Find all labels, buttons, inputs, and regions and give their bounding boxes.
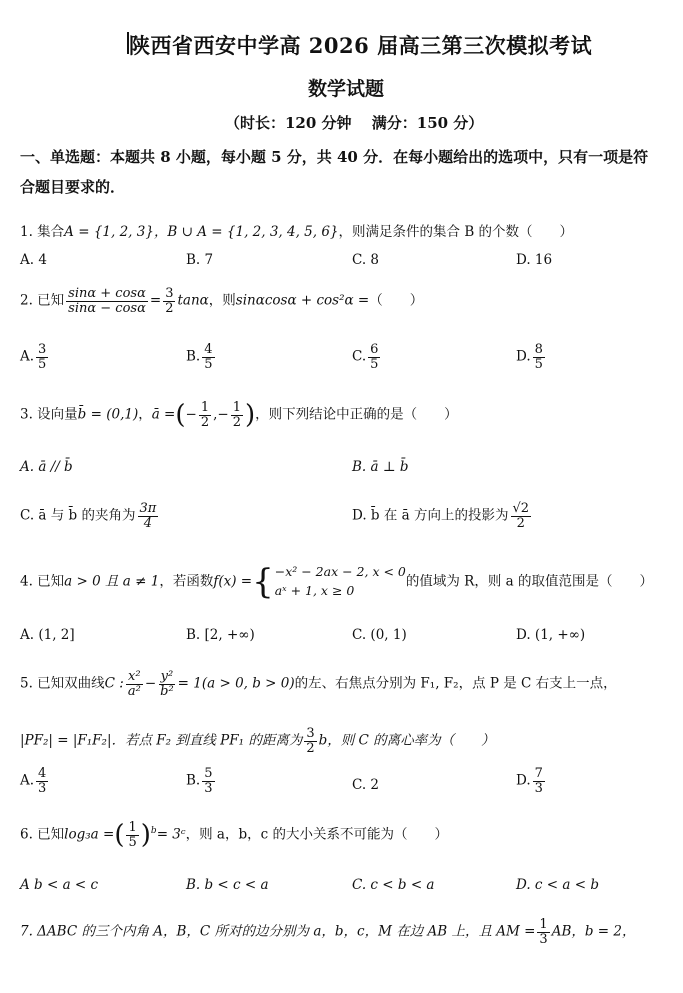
- q5-option-d: D. $\frac{7}{3}$: [516, 766, 543, 796]
- q1-option-a: A. 4: [20, 252, 47, 268]
- q3-a-vector: ā =: [151, 406, 176, 423]
- q2-prefix: 2. 已知: [20, 292, 65, 309]
- q3-option-c: C. ā 与 b̄ 的夹角为 $\frac{3\pi}{4}$: [20, 501, 157, 531]
- subject-title: 数学试题: [308, 78, 385, 100]
- question-1: [20, 220, 573, 240]
- q1-prefix: 1. 集合: [20, 224, 65, 240]
- q1-option-b: B. 7: [186, 252, 214, 268]
- q2-option-c: C. $\frac{6}{5}$: [352, 342, 379, 372]
- q6-option-a: A b < a < c: [20, 877, 99, 893]
- question-2: [20, 287, 423, 315]
- question-5-line2: |PF₂| = |F₁F₂|．若点 F₂ 到直线 PF₁ 的距离为 $\frac{3}{2}$ b，则 C 的离心率为（ ）: [20, 726, 495, 756]
- q4-option-a: A. (1, 2]: [20, 627, 75, 643]
- q2-rhs-fraction: $\frac{3}{2}$: [165, 286, 174, 316]
- q5-option-b: B. $\frac{5}{3}$: [186, 766, 213, 796]
- question-3: 3. 设向量b̄ = (0,1)，ā =(− $\frac{1}{2}$ ,− $\frac{1}{2}$ )，则下列结论中正确的是（ ）: [20, 399, 458, 430]
- question-6: 6. 已知log₃a =( $\frac{1}{5}$ )$^b$= 3ᶜ，则 a，b，c 的大小关系不可能为（ ）: [20, 819, 448, 850]
- exam-title: 陕西省西安中学高 2026 届高三第三次模拟考试: [129, 33, 593, 58]
- q4-option-c: C. (0, 1): [352, 627, 407, 643]
- q1-set-a: A = {1, 2, 3}: [64, 224, 154, 240]
- q3-option-b: B. ā ⊥ b̄: [352, 459, 409, 475]
- q3-b-vector: b̄ = (0,1): [77, 406, 139, 423]
- q6-suffix: ，则 a，b，c 的大小关系不可能为（ ）: [185, 826, 448, 843]
- q2-option-b: B. $\frac{4}{5}$: [186, 342, 213, 372]
- section-heading-line2: 合题目要求的．: [20, 178, 126, 196]
- q6-power: = 3ᶜ: [156, 826, 186, 843]
- q2-tan: tanα: [177, 292, 209, 309]
- q3-suffix: ，则下列结论中正确的是（ ）: [255, 406, 458, 423]
- q1-suffix: ，则满足条件的集合 B 的个数（ ）: [338, 224, 574, 240]
- q6-option-b: B. b < c < a: [186, 877, 269, 893]
- section-heading-line1: 一、单选题：本题共 8 小题，每小题 5 分，共 40 分．在每小题给出的选项中，只有一项是符: [20, 148, 649, 166]
- q5-suffix: 的左、右焦点分别为 F₁, F₂，点 P 是 C 右支上一点，: [294, 675, 617, 692]
- q4-function: f(x) =: [213, 573, 253, 590]
- q4-condition: a > 0 且 a ≠ 1: [64, 573, 160, 590]
- q5-condition: = 1(a > 0, b > 0): [177, 675, 295, 692]
- q6-log: log₃a =: [64, 826, 115, 843]
- q2-fraction: $\frac{\sin\alpha + \cos\alpha}{\sin\alpha - \cos\alpha}$: [68, 286, 146, 316]
- q6-option-d: D. c < a < b: [516, 877, 599, 893]
- q3-prefix: 3. 设向量: [20, 406, 78, 423]
- q5-curve: C :: [104, 675, 124, 692]
- q5-option-a: A. $\frac{4}{3}$: [20, 766, 47, 796]
- question-4: 4. 已知a > 0 且 a ≠ 1，若函数f(x) ={ −x² − 2ax − 2, x < 0 aˣ + 1, x ≥ 0 的值域为 R，则 a 的取值范围是（ ）: [20, 562, 653, 602]
- q2-eq: =: [149, 292, 162, 309]
- question-5-line1: 5. 已知双曲线C : $\frac{\text{x²}}{\text{a²}}$ − $\frac{\text{y²}}{\text{b²}}$ = 1(a > 0, b > 0)的左、右焦点分别为 F₁, F₂，点 P 是 C 右支上一点，: [20, 669, 617, 699]
- q6-option-c: C. c < b < a: [352, 877, 435, 893]
- q3-option-a: A. ā // b̄: [20, 459, 73, 475]
- q2-paren: （ ）: [369, 292, 424, 309]
- q5-option-c: C. 2: [352, 777, 380, 793]
- question-7: 7. ΔABC 的三个内角 A，B，C 所对的边分别为 a，b，c，M 在边 AB 上，且 AM = $\frac{1}{3}$ AB，b = 2，: [20, 917, 636, 947]
- q2-mid: ，则: [208, 292, 236, 309]
- q1-option-c: C. 8: [352, 252, 380, 268]
- q4-cases: −x² − 2ax − 2, x < 0 aˣ + 1, x ≥ 0: [274, 564, 406, 598]
- exam-info: （时长：120 分钟 满分：150 分）: [225, 114, 484, 132]
- q4-option-d: D. (1, +∞): [516, 627, 586, 643]
- q2-option-d: D. $\frac{8}{5}$: [516, 342, 543, 372]
- q1-union: ，B ∪ A = {1, 2, 3, 4, 5, 6}: [153, 224, 339, 240]
- q4-suffix: 的值域为 R，则 a 的取值范围是（ ）: [405, 573, 653, 590]
- q3-option-d: D. b̄ 在 ā 方向上的投影为 $\frac{√2}{2}$: [352, 501, 530, 531]
- q2-expr: sinαcosα + cos²α =: [235, 292, 370, 309]
- q2-option-a: A. $\frac{3}{5}$: [20, 342, 47, 372]
- q4-option-b: B. [2, +∞): [186, 627, 255, 643]
- q1-option-d: D. 16: [516, 252, 553, 268]
